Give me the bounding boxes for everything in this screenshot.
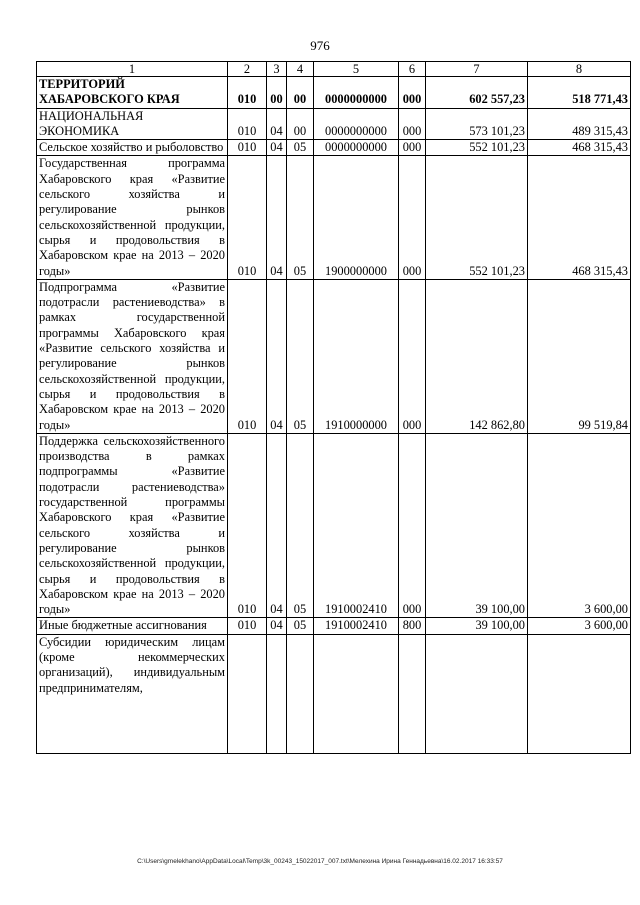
cell-amount-2: 3 600,00 bbox=[528, 618, 631, 634]
cell-ministry-code: 010 bbox=[228, 618, 267, 634]
cell-target-article: 0000000000 bbox=[314, 77, 399, 109]
page-number: 976 bbox=[310, 38, 330, 53]
row-name: ТЕРРИТОРИЙ ХАБАРОВСКОГО КРАЯ bbox=[37, 77, 228, 109]
column-header: 3 bbox=[267, 62, 287, 77]
cell-expense-type: 000 bbox=[399, 140, 426, 156]
table-row bbox=[37, 140, 631, 156]
row-name: Государственная программа Хабаровского края «Развитие сельского хозяйства и регулирование рынков сельскохозяйственной продукции, сырья и продовольствия в Хабаровском крае на 2013 – 2020 годы» bbox=[37, 156, 228, 279]
cell-subsection: 05 bbox=[287, 140, 314, 156]
cell-expense-type: 000 bbox=[399, 156, 426, 279]
cell-section: 04 bbox=[267, 279, 287, 433]
cell-amount-1: 552 101,23 bbox=[426, 140, 528, 156]
cell-section: 04 bbox=[267, 618, 287, 634]
cell-ministry-code: 010 bbox=[228, 77, 267, 109]
cell-amount-1: 602 557,23 bbox=[426, 77, 528, 109]
row-name: Сельское хозяйство и рыболовство bbox=[37, 140, 228, 156]
cell-section: 04 bbox=[267, 108, 287, 140]
column-header: 7 bbox=[426, 62, 528, 77]
table-row bbox=[37, 156, 631, 279]
row-name: Иные бюджетные ассигнования bbox=[37, 618, 228, 634]
cell-expense-type bbox=[399, 634, 426, 753]
row-name: Субсидии юридическим лицам (кроме некоммерческих организаций), индивидуальным предпринимателям, bbox=[37, 634, 228, 753]
cell-ministry-code: 010 bbox=[228, 108, 267, 140]
cell-target-article: 0000000000 bbox=[314, 140, 399, 156]
cell-amount-2: 468 315,43 bbox=[528, 140, 631, 156]
column-header: 6 bbox=[399, 62, 426, 77]
cell-amount-1: 552 101,23 bbox=[426, 156, 528, 279]
cell-ministry-code: 010 bbox=[228, 433, 267, 618]
cell-amount-2: 3 600,00 bbox=[528, 433, 631, 618]
cell-ministry-code: 010 bbox=[228, 279, 267, 433]
row-name: Подпрограмма «Развитие подотрасли растениеводства» в рамках государственной программы Хабаровского края «Развитие сельского хозяйства и регулирование рынков сельскохозяйственной продукции, сырья и продовольствия в Хабаровском крае на 2013 – 2020 годы» bbox=[37, 279, 228, 433]
cell-target-article bbox=[314, 634, 399, 753]
column-header: 2 bbox=[228, 62, 267, 77]
cell-expense-type: 000 bbox=[399, 279, 426, 433]
cell-expense-type: 000 bbox=[399, 433, 426, 618]
cell-expense-type: 000 bbox=[399, 108, 426, 140]
cell-target-article: 0000000000 bbox=[314, 108, 399, 140]
cell-section: 04 bbox=[267, 140, 287, 156]
cell-subsection: 00 bbox=[287, 108, 314, 140]
cell-amount-1: 573 101,23 bbox=[426, 108, 528, 140]
column-header: 8 bbox=[528, 62, 631, 77]
cell-section: 04 bbox=[267, 433, 287, 618]
cell-target-article: 1900000000 bbox=[314, 156, 399, 279]
cell-amount-2 bbox=[528, 634, 631, 753]
cell-subsection: 00 bbox=[287, 77, 314, 109]
cell-ministry-code bbox=[228, 634, 267, 753]
column-header: 1 bbox=[37, 62, 228, 77]
cell-amount-2: 99 519,84 bbox=[528, 279, 631, 433]
cell-section bbox=[267, 634, 287, 753]
cell-target-article: 1910002410 bbox=[314, 433, 399, 618]
cell-amount-2: 489 315,43 bbox=[528, 108, 631, 140]
cell-subsection: 05 bbox=[287, 279, 314, 433]
cell-amount-1: 39 100,00 bbox=[426, 433, 528, 618]
budget-table bbox=[36, 61, 631, 754]
cell-expense-type: 000 bbox=[399, 77, 426, 109]
cell-subsection: 05 bbox=[287, 433, 314, 618]
cell-amount-1: 142 862,80 bbox=[426, 279, 528, 433]
cell-section: 00 bbox=[267, 77, 287, 109]
cell-amount-1: 39 100,00 bbox=[426, 618, 528, 634]
cell-expense-type: 800 bbox=[399, 618, 426, 634]
cell-subsection: 05 bbox=[287, 156, 314, 279]
table-row bbox=[37, 433, 631, 618]
row-name: Поддержка сельскохозяйственного производства в рамках подпрограммы «Развитие подотрасли растениеводства» государственной программы Хабаровского края «Развитие сельского хозяйства и регулирование рынков сельскохозяйственной продукции, сырья и продовольствия в Хабаровском крае на 2013 – 2020 годы» bbox=[37, 433, 228, 618]
cell-subsection bbox=[287, 634, 314, 753]
row-name: НАЦИОНАЛЬНАЯ ЭКОНОМИКА bbox=[37, 108, 228, 140]
cell-amount-2: 518 771,43 bbox=[528, 77, 631, 109]
table-row bbox=[37, 108, 631, 140]
table-row bbox=[37, 279, 631, 433]
cell-section: 04 bbox=[267, 156, 287, 279]
footer-file-path: C:\Users\gmelekhano\AppData\Local\Temp\3k_00243_15022017_007.txt\Мелехина Ирина Геннадьевна\16.02.2017 16:33:57 bbox=[137, 858, 503, 865]
cell-subsection: 05 bbox=[287, 618, 314, 634]
table-header-row bbox=[37, 62, 631, 77]
cell-target-article: 1910002410 bbox=[314, 618, 399, 634]
table-row bbox=[37, 634, 631, 753]
table-row bbox=[37, 618, 631, 634]
cell-ministry-code: 010 bbox=[228, 156, 267, 279]
cell-amount-2: 468 315,43 bbox=[528, 156, 631, 279]
column-header: 5 bbox=[314, 62, 399, 77]
cell-target-article: 1910000000 bbox=[314, 279, 399, 433]
cell-ministry-code: 010 bbox=[228, 140, 267, 156]
column-header: 4 bbox=[287, 62, 314, 77]
table-row bbox=[37, 77, 631, 109]
cell-amount-1 bbox=[426, 634, 528, 753]
